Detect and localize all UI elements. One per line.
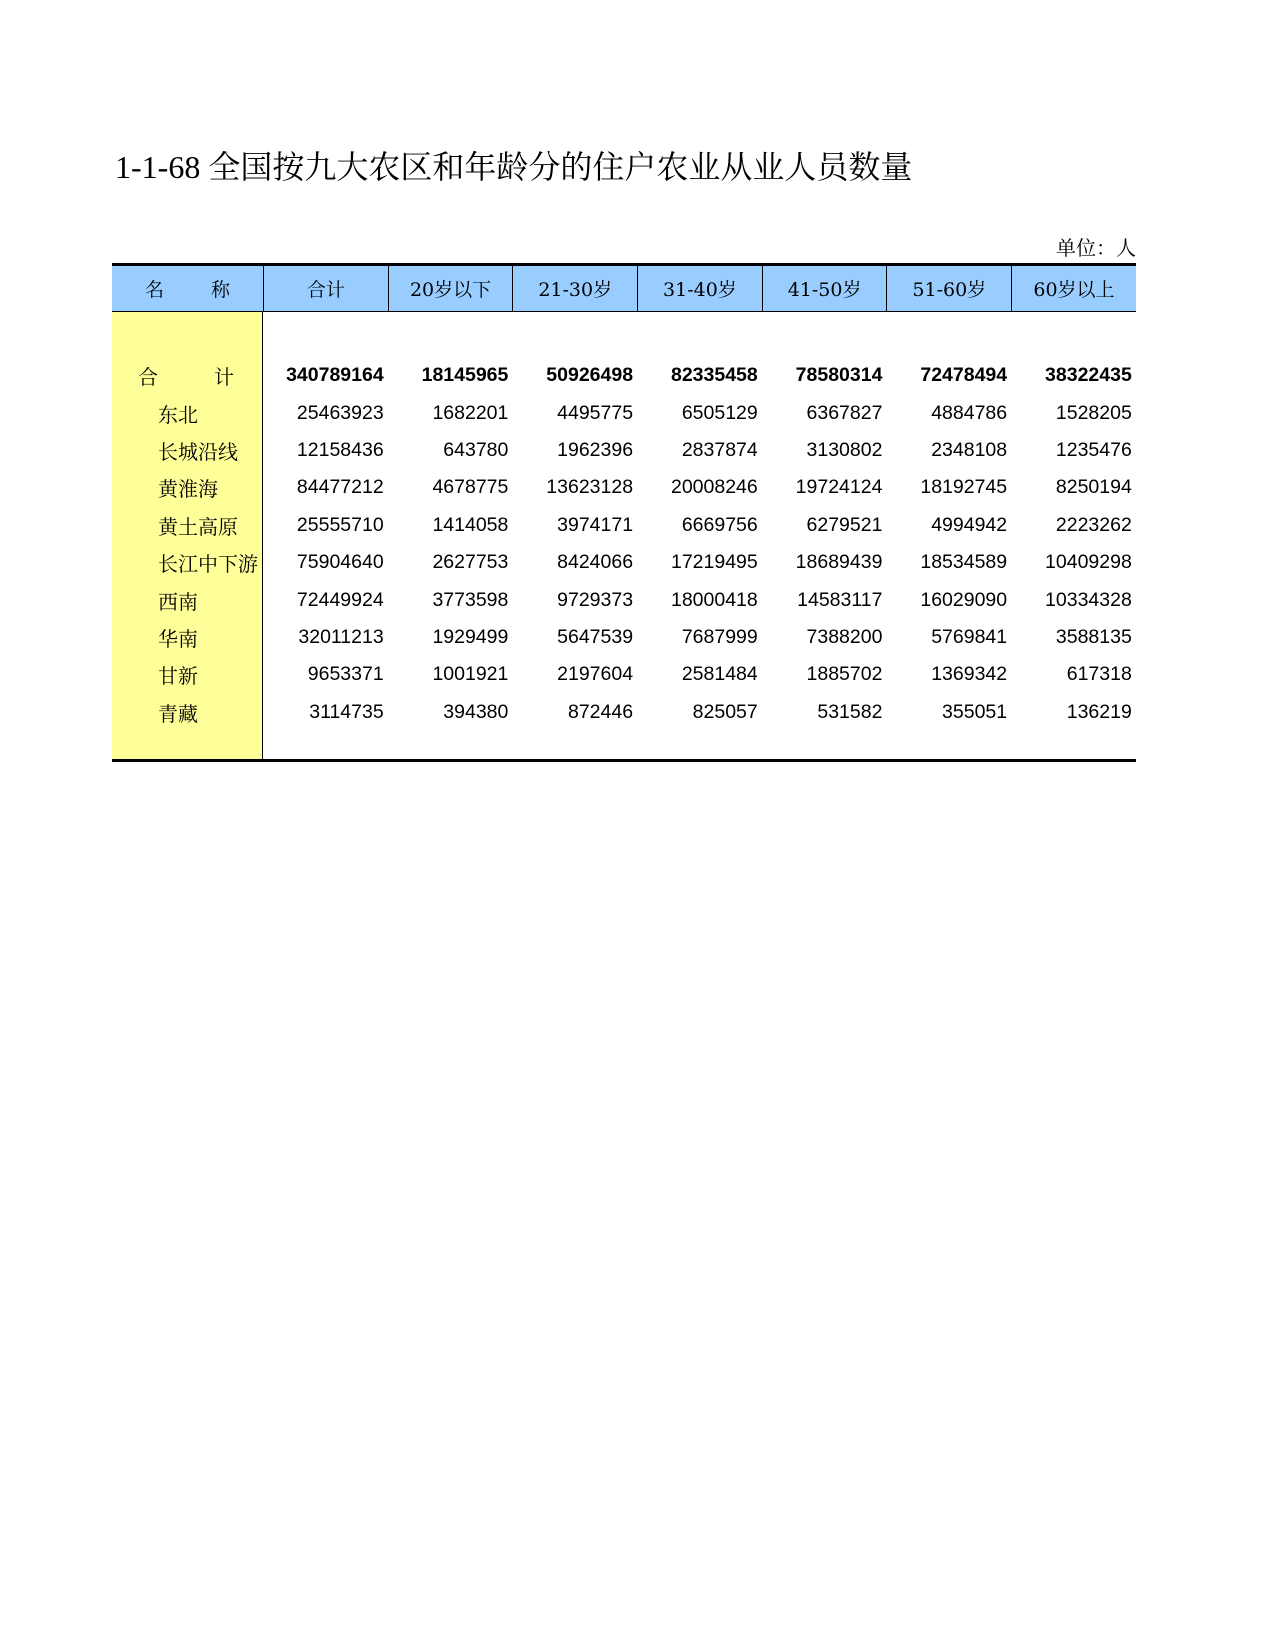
table-cell: 72449924	[296, 588, 384, 611]
table-cell: 3773598	[432, 588, 509, 611]
table-cell: 1369342	[931, 663, 1008, 686]
column-header-51-60: 51-60岁	[886, 266, 1011, 311]
region-label: 长江中下游	[158, 552, 258, 577]
table-cell: 2837874	[681, 438, 758, 461]
column-header-under-20: 20岁以下	[388, 266, 513, 311]
table-cell: 18689439	[795, 551, 883, 574]
table-row	[263, 544, 1136, 581]
table-cell: 25555710	[296, 513, 384, 536]
table-cell: 2627753	[432, 551, 509, 574]
table-row-label	[112, 619, 262, 656]
bottom-rule	[112, 759, 1136, 762]
table-cell: 9729373	[557, 588, 634, 611]
column-header-name: 名 称	[144, 279, 244, 301]
table-cell: 6367827	[806, 401, 883, 424]
table-cell: 1929499	[432, 625, 509, 648]
table-row-label	[112, 507, 262, 544]
table-cell: 78580314	[795, 364, 883, 387]
table-cell: 872446	[567, 700, 634, 723]
table-cell: 136219	[1066, 700, 1132, 723]
table-cell: 82335458	[670, 364, 758, 387]
table-cell: 5647539	[557, 625, 634, 648]
table-row-label	[112, 581, 262, 618]
table-cell: 4884786	[931, 401, 1008, 424]
table-row-label	[112, 432, 262, 469]
region-label: 甘新	[158, 664, 198, 689]
region-label: 东北	[158, 402, 198, 427]
table-row	[263, 507, 1136, 544]
table-cell: 4678775	[432, 476, 509, 499]
table-cell: 18000418	[670, 588, 758, 611]
table-cell: 32011213	[298, 625, 384, 648]
region-label: 青藏	[158, 701, 198, 726]
table-cell: 3974171	[557, 513, 634, 536]
table-cell: 25463923	[296, 401, 384, 424]
table-cell: 3588135	[1055, 625, 1132, 648]
table-row	[263, 432, 1136, 469]
table-cell: 12158436	[296, 438, 384, 461]
table-row	[263, 394, 1136, 431]
column-header-21-30: 21-30岁	[512, 266, 637, 311]
table-cell: 1962396	[557, 438, 634, 461]
page-title: 1-1-68 全国按九大农区和年龄分的住户农业从业人员数量	[115, 149, 913, 185]
table-body	[112, 312, 1136, 759]
table-cell: 6279521	[806, 513, 883, 536]
column-header-31-40: 31-40岁	[637, 266, 762, 311]
table-cell: 19724124	[795, 476, 883, 499]
table-row-label	[112, 469, 262, 506]
table-cell: 18534589	[920, 551, 1008, 574]
table-cell: 10409298	[1045, 551, 1132, 574]
table-cell: 1885702	[806, 663, 883, 686]
table-cell: 4994942	[931, 513, 1008, 536]
table-row-label	[112, 694, 262, 731]
table-cell: 617318	[1066, 663, 1132, 686]
table-cell: 1414058	[432, 513, 509, 536]
table-row	[263, 656, 1136, 693]
table-row-label	[112, 544, 262, 581]
table-cell: 643780	[443, 438, 509, 461]
table-cell: 825057	[692, 700, 758, 723]
table-cell: 355051	[942, 700, 1008, 723]
table-cell: 7388200	[806, 625, 883, 648]
table-cell: 6669756	[681, 513, 758, 536]
table-cell: 5769841	[931, 625, 1008, 648]
table-cell: 38322435	[1045, 364, 1132, 387]
unit-label: 单位：人	[1056, 236, 1136, 260]
table-cell: 2197604	[557, 663, 634, 686]
table-cell: 72478494	[920, 364, 1008, 387]
region-label: 华南	[158, 626, 198, 651]
region-label: 西南	[158, 589, 198, 614]
column-header-total: 合计	[263, 266, 388, 311]
table-cell: 3130802	[806, 438, 883, 461]
table-cell: 13623128	[546, 476, 634, 499]
table-cell: 20008246	[670, 476, 758, 499]
region-label: 长城沿线	[158, 439, 238, 464]
table-cell: 8250194	[1055, 476, 1132, 499]
table-row-label	[112, 394, 262, 431]
table-cell: 2581484	[681, 663, 758, 686]
table-row-label	[112, 357, 262, 394]
region-label: 黄土高原	[158, 514, 238, 539]
table-cell: 1682201	[432, 401, 509, 424]
table-cell: 2223262	[1055, 513, 1132, 536]
table-cell: 18145965	[421, 364, 509, 387]
table-row	[263, 619, 1136, 656]
total-row-label: 合 计	[138, 365, 252, 390]
table-cell: 16029090	[920, 588, 1008, 611]
table-cell: 4495775	[557, 401, 634, 424]
table-row	[263, 694, 1136, 731]
table-cell: 75904640	[296, 551, 384, 574]
table-cell: 2348108	[931, 438, 1008, 461]
value-columns	[263, 312, 1136, 759]
table-cell: 9653371	[307, 663, 384, 686]
column-header-41-50: 41-50岁	[762, 266, 887, 311]
table-cell: 531582	[817, 700, 883, 723]
table-cell: 3114735	[309, 700, 384, 723]
table-cell: 14583117	[797, 588, 883, 611]
table-cell: 6505129	[681, 401, 758, 424]
region-label: 黄淮海	[158, 477, 218, 502]
table-cell: 1235476	[1055, 438, 1132, 461]
region-name-column	[112, 312, 263, 759]
table-cell: 8424066	[557, 551, 634, 574]
table-row	[263, 469, 1136, 506]
table-row	[263, 357, 1136, 394]
data-table	[112, 263, 1136, 762]
table-header	[112, 266, 1136, 312]
table-cell: 10334328	[1045, 588, 1132, 611]
table-cell: 1001921	[432, 663, 509, 686]
column-header-over-60: 60岁以上	[1011, 266, 1136, 311]
table-cell: 84477212	[296, 476, 384, 499]
table-cell: 18192745	[920, 476, 1008, 499]
table-row	[263, 581, 1136, 618]
table-row-label	[112, 656, 262, 693]
table-cell: 1528205	[1055, 401, 1132, 424]
table-cell: 50926498	[546, 364, 634, 387]
table-cell: 394380	[443, 700, 509, 723]
table-cell: 340789164	[286, 364, 384, 387]
table-cell: 17219495	[670, 551, 758, 574]
table-cell: 7687999	[681, 625, 758, 648]
